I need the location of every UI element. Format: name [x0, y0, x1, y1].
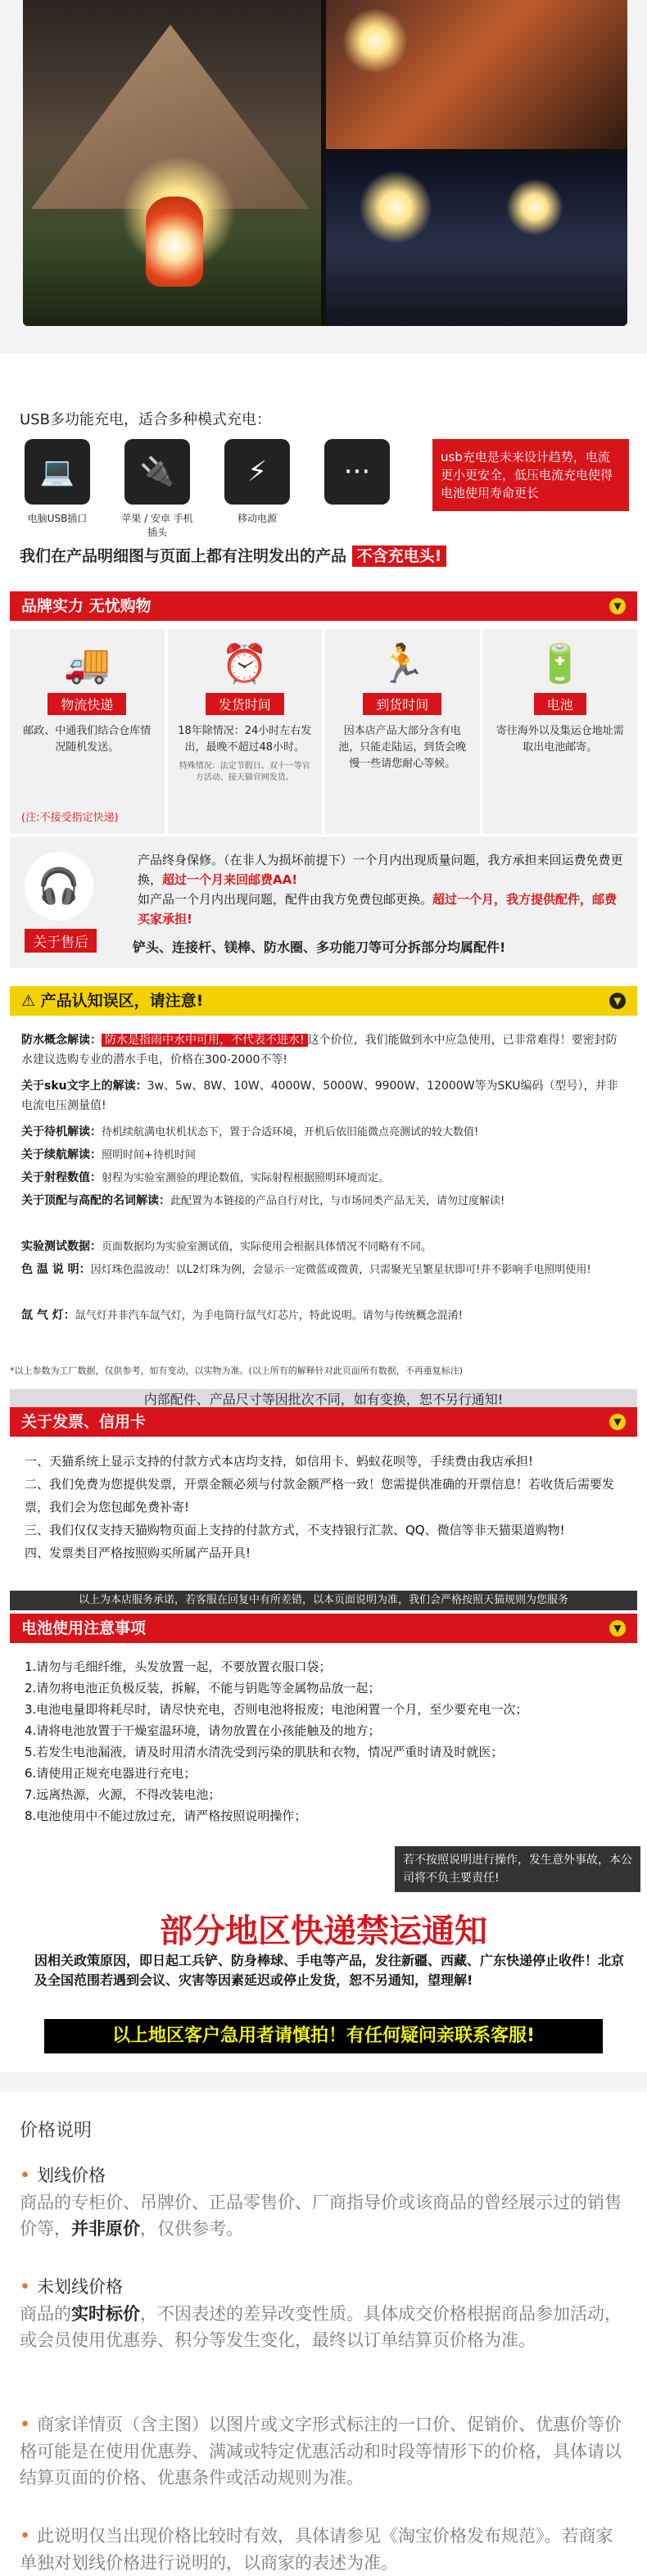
price-item-body: ，不因表述的差异改变性质。具体成交价格根据商品参加活动，或会员使用优惠券、积分等发生变化，最终以订单结算页价格为准。 — [20, 2304, 622, 2350]
brand-col-dispatch — [168, 629, 323, 834]
battery-bar — [10, 1614, 637, 1643]
clock-icon: ⏰ — [221, 641, 269, 686]
mis-value: 此配置为本链接的产品自行对比，与市场同类产品无关，请勿过度解读! — [170, 1195, 505, 1207]
mis-row — [21, 1306, 627, 1326]
contact-service-bar: 以上地区客户急用者请慎拍！有任何疑问亲联系客服! — [44, 2019, 603, 2053]
price-item-body: 此说明仅当出现价格比较时有效，具体请参见《淘宝价格发布规范》。若商家单独对划线价格进行说明的，以商家的表述为准。 — [20, 2526, 613, 2573]
price-item-head: 未划线价格 — [36, 2277, 123, 2297]
mis-row — [21, 1030, 627, 1070]
mis-value: 氙气灯并非汽车氙气灯，为手电筒行氙气灯芯片，特此说明。请勿与传统概念混淆! — [75, 1310, 463, 1322]
battery-warning: 若不按照说明进行操作，发生意外事故，本公司将不负主要责任! — [395, 1846, 640, 1892]
invoice-line: 一、天猫系统上显示支持的付款方式本店均支持，如信用卡、蚂蚁花呗等，手续费由我店承担! — [25, 1454, 534, 1469]
bullet-icon: • — [20, 2277, 30, 2298]
notice-text: 我们在产品明细图与页面上都有注明发出的产品 — [20, 547, 347, 565]
charging-mode-icons — [20, 439, 413, 538]
col-label: 物流快递 — [48, 693, 126, 715]
price-item-head: 划线价格 — [36, 2166, 106, 2185]
after-sales-label: 关于售后 — [25, 929, 97, 953]
mis-row — [21, 1191, 627, 1211]
power-bank-icon: ⚡ — [224, 439, 290, 505]
price-item-body: 商品的专柜价、吊牌价、正品零售价、厂商指导价或该商品的曾经展示过的销售价等， — [20, 2193, 622, 2239]
after-sales-panel — [10, 837, 637, 968]
brand-bar — [10, 591, 637, 621]
col-label: 到货时间 — [363, 693, 441, 715]
mis-value: 页面数据均为实验室测试值，实际使用会根据具体情况不同略有不同。 — [102, 1241, 432, 1253]
laptop-icon: 💻 — [25, 439, 90, 505]
invoice-bar — [10, 1407, 637, 1437]
after-line2: 如产品一个月内出现问题，配件由我方免费包邮更换。 — [138, 892, 433, 907]
camping-lamp — [146, 197, 203, 287]
col-text: 寄往海外以及集运仓地址需取出电池邮寄。 — [495, 725, 624, 754]
headset-icon: 🎧 — [25, 852, 93, 921]
mis-row — [21, 1076, 627, 1116]
after-line1: 产品终身保修。（在非人为损坏前提下）一个月内出现质量问题，我方承担来回运费免费更换， — [138, 853, 623, 887]
camping-tent-photo — [23, 0, 321, 326]
price-item-body: 商家详情页（含主图）以图片或文字形式标注的一口价、促销价、优惠价等价格可能是在使用优惠券、满减或特定优惠活动和时段等情形下的价格，具体请以结算页面的价格、优惠条件或活动规则为准。 — [20, 2415, 622, 2488]
bullet-icon: • — [20, 2415, 30, 2435]
misunderstanding-bar — [10, 986, 637, 1016]
battery-list — [25, 1656, 631, 1827]
battery-item: 4.请将电池放置于干燥室温环境，请勿放置在小孩能触及的地方； — [25, 1723, 381, 1738]
usb-title: USB多功能充电，适合多种模式充电： — [20, 411, 271, 428]
mis-key: 关于sku文字上的解读： — [21, 1080, 147, 1093]
mis-value: 这个价位，我们能做到水中应急使用，已非常难得！要密封防水建议选购专业的潜水手电，价格在300-2000不等! — [21, 1034, 618, 1066]
price-item-tail: ，仅供参考。 — [140, 2219, 243, 2239]
night-market-photo — [326, 0, 627, 149]
misunderstanding-list — [10, 1022, 637, 1389]
street-light-2 — [506, 179, 563, 236]
mis-footnote: *以上参数为工厂数据，仅供参考，如有变动，以实物为准。(以上所有的解释针对此页面所有数据，不再重复标注) — [10, 1365, 464, 1376]
mis-row — [21, 1168, 627, 1188]
battery-item: 7.远离热源，火源，不得改装电池； — [25, 1787, 221, 1802]
after-line1-red: 超过一个月来回邮费AA! — [162, 872, 298, 887]
section-title: 品牌实力 无忧购物 — [21, 597, 152, 615]
charge-mode-powerbank — [219, 439, 295, 525]
product-photo-collage — [0, 0, 647, 354]
charge-mode-plug — [120, 439, 195, 539]
mis-key: 防水概念解读： — [21, 1034, 102, 1047]
mis-row — [21, 1260, 627, 1280]
charge-mode-label: 苹果 / 安卓 手机插头 — [121, 513, 193, 538]
bullet-icon: • — [20, 2526, 30, 2547]
battery-item: 8.电池使用中不能过放过充，请严格按照说明操作； — [25, 1809, 307, 1823]
mis-key: 色 温 说 明： — [21, 1263, 91, 1276]
charge-mode-label: 移动电源 — [237, 513, 277, 524]
batch-notice: 内部配件、产品尺寸等因批次不同，如有变换，恕不另行通知! — [10, 1389, 637, 1410]
battery-item: 5.若发生电池漏液，请及时用清水清洗受到污染的肌肤和衣物，情况严重时请及时就医； — [25, 1745, 504, 1759]
section-title: 电池使用注意事项 — [21, 1619, 147, 1637]
price-item — [20, 2523, 626, 2576]
mis-key: 关于顶配与高配的名词解读： — [21, 1194, 170, 1207]
mis-row — [21, 1145, 627, 1166]
price-item — [20, 2162, 626, 2242]
mis-key: 氙 气 灯： — [21, 1309, 75, 1322]
photo-frame — [23, 0, 627, 326]
brand-col-shipping — [10, 629, 165, 834]
notice-highlight: 不含充电头! — [352, 546, 447, 567]
mis-highlight: 防水是指雨中水中可用，不代表不进水! — [102, 1034, 308, 1047]
price-item-bold: 并非原价 — [71, 2219, 140, 2239]
price-item-bold: 实时标价 — [71, 2304, 140, 2324]
section-title: 产品认知误区，请注意! — [40, 992, 204, 1010]
battery-icon: 🔋 — [536, 641, 584, 686]
night-street-photo — [326, 154, 627, 326]
usb-charging-section — [0, 385, 647, 565]
mis-value: 待机续航满电状机状态下，置于合适环境，开机后依旧能微点亮测试的较大数值! — [102, 1126, 479, 1139]
battery-item: 3.电池电量即将耗尽时，请尽快充电，否则电池将报废；电池闲置一个月，至少要充电一次； — [25, 1702, 528, 1717]
invoice-panel — [10, 1443, 637, 1594]
price-item-pre: 商品的 — [20, 2304, 71, 2324]
invoice-line: 二、我们免费为您提供发票，开票金额必须与付款金额严格一致！您需提供准确的开票信息！若收货后需要发票，我们会为您包邮免费补寄! — [25, 1477, 615, 1514]
usb-red-note: usb充电是未来设计趋势，电流更小更安全，低压电流充电使得电池使用寿命更长 — [432, 439, 629, 511]
mis-key: 实验测试数据： — [21, 1240, 102, 1253]
mis-row — [21, 1237, 627, 1257]
section-title: 关于发票、信用卡 — [21, 1413, 147, 1431]
price-item — [20, 2411, 626, 2491]
plug-icon: 🔌 — [124, 439, 190, 505]
mis-value: 照明时间+待机时间 — [102, 1149, 196, 1161]
col-small: 特殊情况：法定节假日、双十一等官方活动、接天猫官网发货。 — [179, 762, 310, 782]
col-text: 邮政、中通我们结合仓库情况随机发送。 — [23, 725, 152, 754]
battery-item: 6.请使用正规充电器进行充电； — [25, 1766, 197, 1781]
col-label: 发货时间 — [206, 693, 284, 715]
price-explanation — [0, 2072, 647, 2575]
truck-icon: 🚚 — [63, 641, 111, 686]
service-promise: 以上为本店服务承诺，若客服在回复中有所差错，以本页面说明为准，我们会严格按照天猫规则为您服务 — [10, 1591, 637, 1610]
no-charger-notice — [20, 544, 634, 566]
after-sales-text — [138, 850, 629, 929]
invoice-line: 四、发票类目严格按照购买所属产品开具! — [25, 1546, 251, 1560]
col-text: 18年除情况：24小时左右发出，最晚不超过48小时。 — [178, 725, 312, 754]
street-light-1 — [359, 170, 432, 244]
chevron-down-icon[interactable]: ▼ — [609, 993, 626, 1009]
battery-item: 1.请勿与毛细纤维，头发放置一起，不要放置衣服口袋； — [25, 1659, 332, 1674]
brand-columns — [10, 629, 637, 834]
charge-mode-label: 电脑USB插口 — [27, 513, 88, 524]
col-warning: (注:不接受指定快递) — [21, 812, 119, 824]
invoice-line: 三、我们仅仅支持天猫购物页面上支持的付款方式，不支持银行汇款、QQ、微信等非天猫渠道购物! — [25, 1523, 565, 1537]
more-icon: ··· — [324, 439, 390, 505]
after-sales-foot: 铲头、连接杆、镁棒、防水圈、多功能刀等可分拆部分均属配件! — [133, 939, 506, 955]
mis-key: 关于续航解读： — [21, 1148, 102, 1161]
col-text: 因本店产品大部分含有电池，只能走陆运，到货会晚慢一些请您耐心等候。 — [338, 725, 467, 770]
delivery-icon: 🏃 — [378, 641, 426, 686]
mis-value: 射程为实验室测验的理论数值，实际射程根据照明环境而定。 — [102, 1172, 390, 1184]
battery-item: 2.请勿将电池正负极反装，拆解，不能与钥匙等金属物品放一起； — [25, 1681, 381, 1695]
chevron-down-icon[interactable]: ▼ — [609, 1414, 626, 1430]
market-light — [342, 8, 408, 74]
col-label: 电池 — [534, 693, 586, 715]
chevron-down-icon[interactable]: ▼ — [609, 598, 626, 614]
price-title: 价格说明 — [20, 2121, 93, 2141]
mis-value: 3w、5w、8W、10W、4000W、5000W、9900W、12000W等为SKU编码（型号），并非电流电压测量值! — [21, 1080, 618, 1112]
charge-mode-more — [319, 439, 395, 505]
mis-row — [21, 1122, 627, 1143]
mis-key: 关于待机解读： — [21, 1125, 102, 1139]
mis-value: 因灯珠色温波动！以L2灯珠为例，会显示一定微蓝或微黄，只需聚光呈繁星状即可!并不影响手电照明使用! — [90, 1264, 591, 1276]
warning-icon: ⚠ — [21, 992, 36, 1010]
brand-col-battery — [483, 629, 638, 834]
charge-mode-laptop — [20, 439, 95, 525]
mis-key: 关于射程数值： — [21, 1171, 102, 1184]
shipping-ban-title: 部分地区快递禁运通知 — [160, 1913, 487, 1950]
battery-panel — [10, 1645, 637, 2002]
brand-col-arrival — [325, 629, 480, 834]
bullet-icon: • — [20, 2166, 30, 2186]
chevron-down-icon[interactable]: ▼ — [609, 1620, 626, 1637]
shipping-ban-text: 因相关政策原因，即日起工兵铲、防身棒球、手电等产品，发往新疆、西藏、广东快递停止收件！北京及全国范围若遇到会议、灾害等因素延迟或停止发货，恕不另通知，望理解! — [34, 1953, 625, 1988]
price-item — [20, 2274, 626, 2353]
after-line2-red: 超过一个月，我方提供配件，邮费买家承担! — [138, 892, 618, 926]
